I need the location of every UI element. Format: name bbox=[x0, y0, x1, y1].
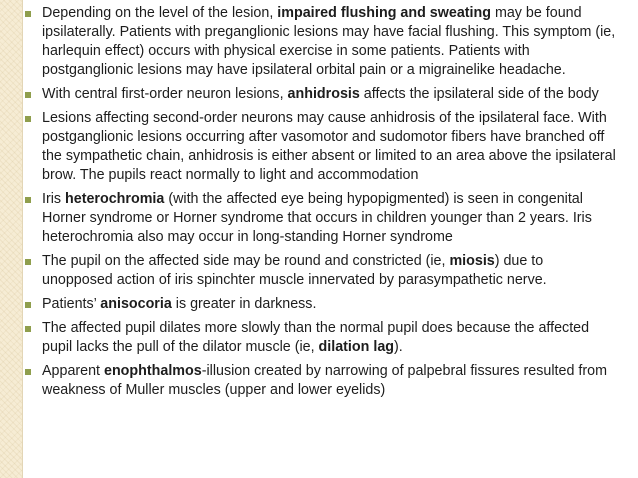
bold-term: dilation lag bbox=[318, 339, 395, 355]
bullet-text: Lesions affecting second-order neurons may cause anhidrosis of the ipsilateral face. With postganglionic lesions occurring after vasomotor and sudomotor fibers have branched off the sympathetic chain, anhidrosis is either absent or limited to an area above the ipsilateral brow. The pupils react normally to light and accommodation bbox=[42, 110, 616, 183]
bullet-text: With central first-order neuron lesions, bbox=[42, 86, 288, 102]
bullet-item bbox=[24, 109, 616, 185]
bullet-text: Apparent bbox=[42, 363, 104, 379]
bullet-list bbox=[24, 4, 616, 405]
bullet-item bbox=[24, 190, 616, 247]
bullet-item bbox=[24, 319, 616, 357]
bold-term: miosis bbox=[449, 253, 495, 269]
bullet-text: ) due to unopposed action of iris spinchter muscle innervated by parasympathetic nerve. bbox=[42, 253, 547, 288]
bullet-text: ). bbox=[394, 339, 403, 355]
bullet-item bbox=[24, 85, 616, 104]
bullet-text: (with the affected eye being hypopigmented) is seen in congenital Horner syndrome or Horner syndrome that occurs in children younger than 2 years. Iris heterochromia also may occur in long-standing Horner syndrome bbox=[42, 191, 592, 245]
bold-term: anhidrosis bbox=[287, 86, 360, 102]
square-bullet-icon bbox=[25, 369, 31, 375]
bold-term: impaired flushing and sweating bbox=[277, 5, 491, 21]
bullet-text: The pupil on the affected side may be round and constricted (ie, bbox=[42, 253, 450, 269]
bold-term: heterochromia bbox=[65, 191, 165, 207]
bullet-text: The affected pupil dilates more slowly than the normal pupil does because the affected pupil lacks the pull of the dilator muscle (ie, bbox=[42, 320, 590, 355]
bullet-text: Patients’ bbox=[42, 296, 101, 312]
decorative-sidebar bbox=[0, 0, 22, 478]
bold-term: enophthalmos bbox=[104, 363, 202, 379]
square-bullet-icon bbox=[25, 197, 31, 203]
square-bullet-icon bbox=[25, 302, 31, 308]
bold-term: anisocoria bbox=[100, 296, 172, 312]
bullet-item bbox=[24, 252, 616, 290]
bullet-text: may be found ipsilaterally. Patients with preganglionic lesions may have facial flushing. This symptom (ie, harlequin effect) occurs with physical exercise in some patients. Patients with postganglionic lesions may have ipsilateral orbital pain or a migrainelike headache. bbox=[42, 5, 616, 78]
bullet-text: Iris bbox=[42, 191, 66, 207]
square-bullet-icon bbox=[25, 92, 31, 98]
bullet-item bbox=[24, 295, 616, 314]
square-bullet-icon bbox=[25, 11, 31, 17]
bullet-text: -illusion created by narrowing of palpebral fissures resulted from weakness of Muller muscles (upper and lower eyelids) bbox=[42, 363, 607, 398]
bullet-text: affects the ipsilateral side of the body bbox=[359, 86, 599, 102]
bullet-text: Depending on the level of the lesion, bbox=[42, 5, 278, 21]
sidebar-divider bbox=[22, 0, 23, 478]
bullet-text: is greater in darkness. bbox=[171, 296, 317, 312]
bullet-item bbox=[24, 4, 616, 80]
bullet-item bbox=[24, 362, 616, 400]
square-bullet-icon bbox=[25, 326, 31, 332]
square-bullet-icon bbox=[25, 259, 31, 265]
square-bullet-icon bbox=[25, 116, 31, 122]
